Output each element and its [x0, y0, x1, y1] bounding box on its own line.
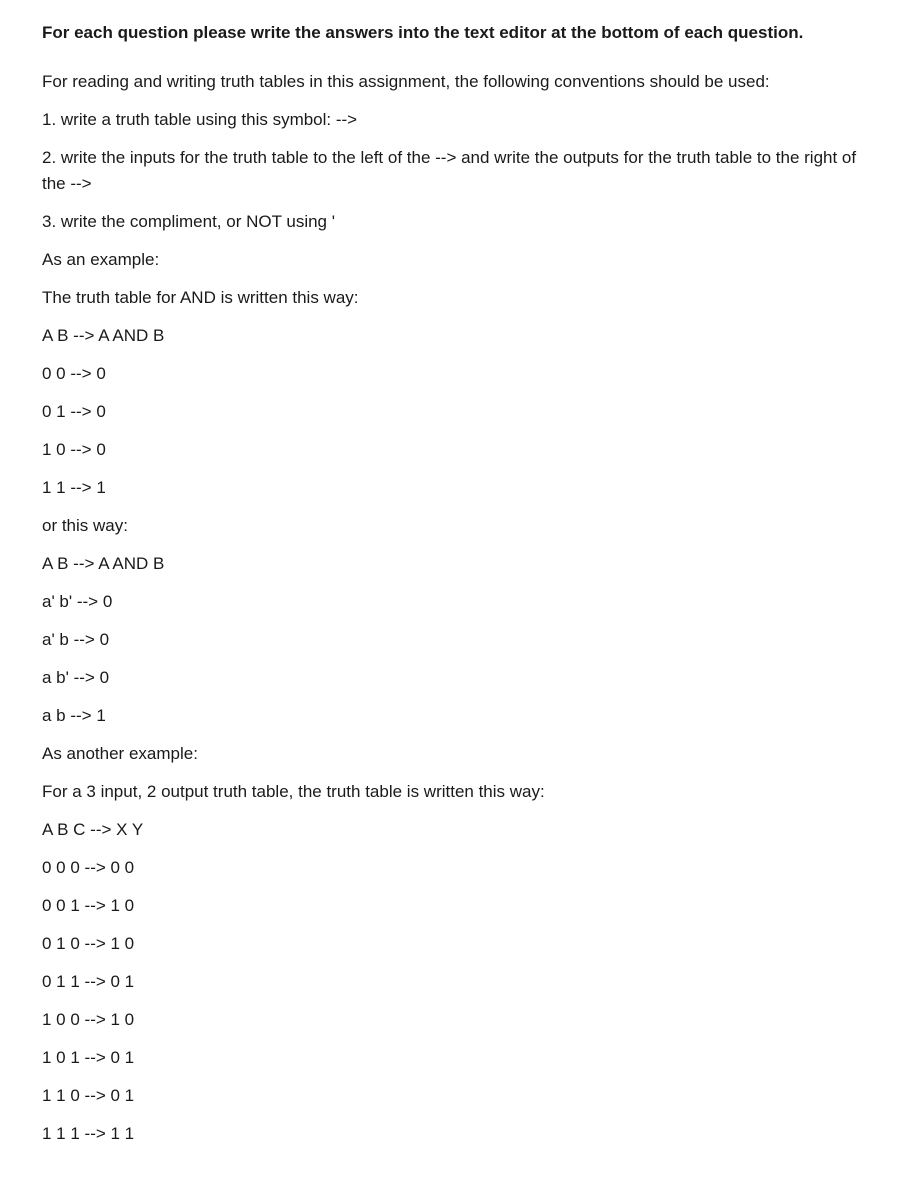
truth-table-row: 0 1 1 --> 0 1: [42, 972, 135, 991]
convention-2: 2. write the inputs for the truth table to the left of the --> and write the outputs for the truth table to the right of the -->: [42, 148, 857, 193]
truth-table-row: 1 0 1 --> 0 1: [42, 1048, 135, 1067]
truth-table-row: 1 1 0 --> 0 1: [42, 1086, 135, 1105]
truth-table-row: 1 0 --> 0: [42, 440, 106, 459]
truth-table-row: 0 0 --> 0: [42, 364, 106, 383]
three-input-table-intro: For a 3 input, 2 output truth table, the truth table is written this way:: [42, 782, 545, 801]
truth-table-row: 1 1 1 --> 1 1: [42, 1124, 135, 1143]
truth-table-row: 1 0 0 --> 1 0: [42, 1010, 135, 1029]
convention-1: 1. write a truth table using this symbol: -->: [42, 110, 358, 129]
example-intro: As an example:: [42, 250, 160, 269]
truth-table-header: A B --> A AND B: [42, 554, 165, 573]
truth-table-row: a b' --> 0: [42, 668, 110, 687]
truth-table-row: 0 1 --> 0: [42, 402, 106, 421]
conventions-intro: For reading and writing truth tables in this assignment, the following conventions should be used:: [42, 72, 770, 91]
another-example-intro: As another example:: [42, 744, 198, 763]
truth-table-header: A B C --> X Y: [42, 820, 144, 839]
truth-table-row: a' b' --> 0: [42, 592, 113, 611]
truth-table-row: 1 1 --> 1: [42, 478, 106, 497]
and-table-intro: The truth table for AND is written this way:: [42, 288, 359, 307]
truth-table-row: 0 0 0 --> 0 0: [42, 858, 135, 877]
truth-table-row: a b --> 1: [42, 706, 106, 725]
instructions-heading: For each question please write the answers into the text editor at the bottom of each question.: [42, 23, 804, 42]
alternate-form-intro: or this way:: [42, 516, 128, 535]
truth-table-row: a' b --> 0: [42, 630, 110, 649]
convention-3: 3. write the compliment, or NOT using ': [42, 212, 335, 231]
truth-table-row: 0 0 1 --> 1 0: [42, 896, 135, 915]
truth-table-row: 0 1 0 --> 1 0: [42, 934, 135, 953]
truth-table-header: A B --> A AND B: [42, 326, 165, 345]
